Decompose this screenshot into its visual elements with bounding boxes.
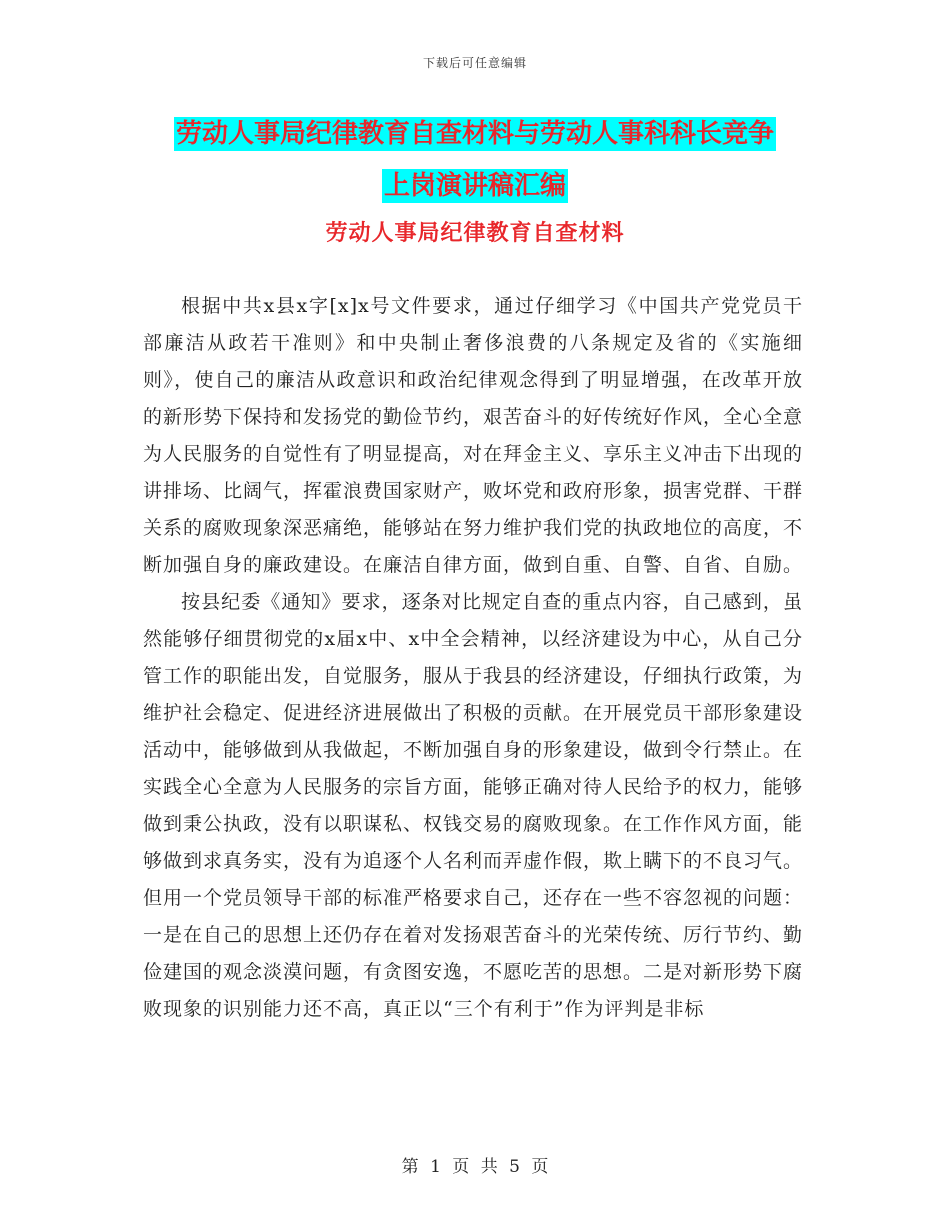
page-header-note: 下载后可任意编辑 bbox=[422, 56, 527, 70]
section-heading: 劳动人事局纪律教育自查材料 bbox=[325, 220, 625, 246]
document-title-line-1: 劳动人事局纪律教育自查材料与劳动人事科科长竞争 bbox=[175, 119, 774, 149]
document-body bbox=[143, 288, 803, 1028]
body-paragraph-1: 根据中共x县x字[x]x号文件要求，通过仔细学习《中国共产党党员干部廉洁从政若干准则》和中央制止奢侈浪费的八条规定及省的《实施细则》，使自己的廉洁从政意识和政治纪律观念得到了明显增强，在改革开放的新形势下保持和发扬党的勤俭节约，艰苦奋斗的好传统好作风，全心全意为人民服务的自觉性有了明显提高，对在拜金主义、享乐主义冲击下出现的讲排场、比阔气，挥霍浪费国家财产，败坏党和政府形象，损害党群、干群关系的腐败现象深恶痛绝，能够站在努力维护我们党的执政地位的高度，不断加强自身的廉政建设。在廉洁自律方面，做到自重、自警、自省、自励。 bbox=[143, 295, 804, 576]
document-title-line-2: 上岗演讲稿汇编 bbox=[383, 171, 566, 201]
page-number-footer: 第 1 页 共 5 页 bbox=[401, 1157, 549, 1177]
body-paragraph-2: 按县纪委《通知》要求，逐条对比规定自查的重点内容，自己感到，虽然能够仔细贯彻党的x届x中、x中全会精神，以经济建设为中心，从自己分管工作的职能出发，自觉服务，服从于我县的经济建设，仔细执行政策，为维护社会稳定、促进经济进展做出了积极的贡献。在开展党员干部形象建设活动中，能够做到从我做起，不断加强自身的形象建设，做到令行禁止。在实践全心全意为人民服务的宗旨方面，能够正确对待人民给予的权力，能够做到秉公执政，没有以职谋私、权钱交易的腐败现象。在工作作风方面，能够做到求真务实，没有为追逐个人名利而弄虚作假，欺上瞒下的不良习气。但用一个党员领导干部的标准严格要求自己，还存在一些不容忽视的问题：一是在自己的思想上还仍存在着对发扬艰苦奋斗的光荣传统、厉行节约、勤俭建国的观念淡漠问题，有贪图安逸，不愿吃苦的思想。二是对新形势下腐败现象的识别能力还不高，真正以“三个有利于”作为评判是非标 bbox=[143, 591, 804, 1020]
document-title bbox=[100, 108, 850, 212]
